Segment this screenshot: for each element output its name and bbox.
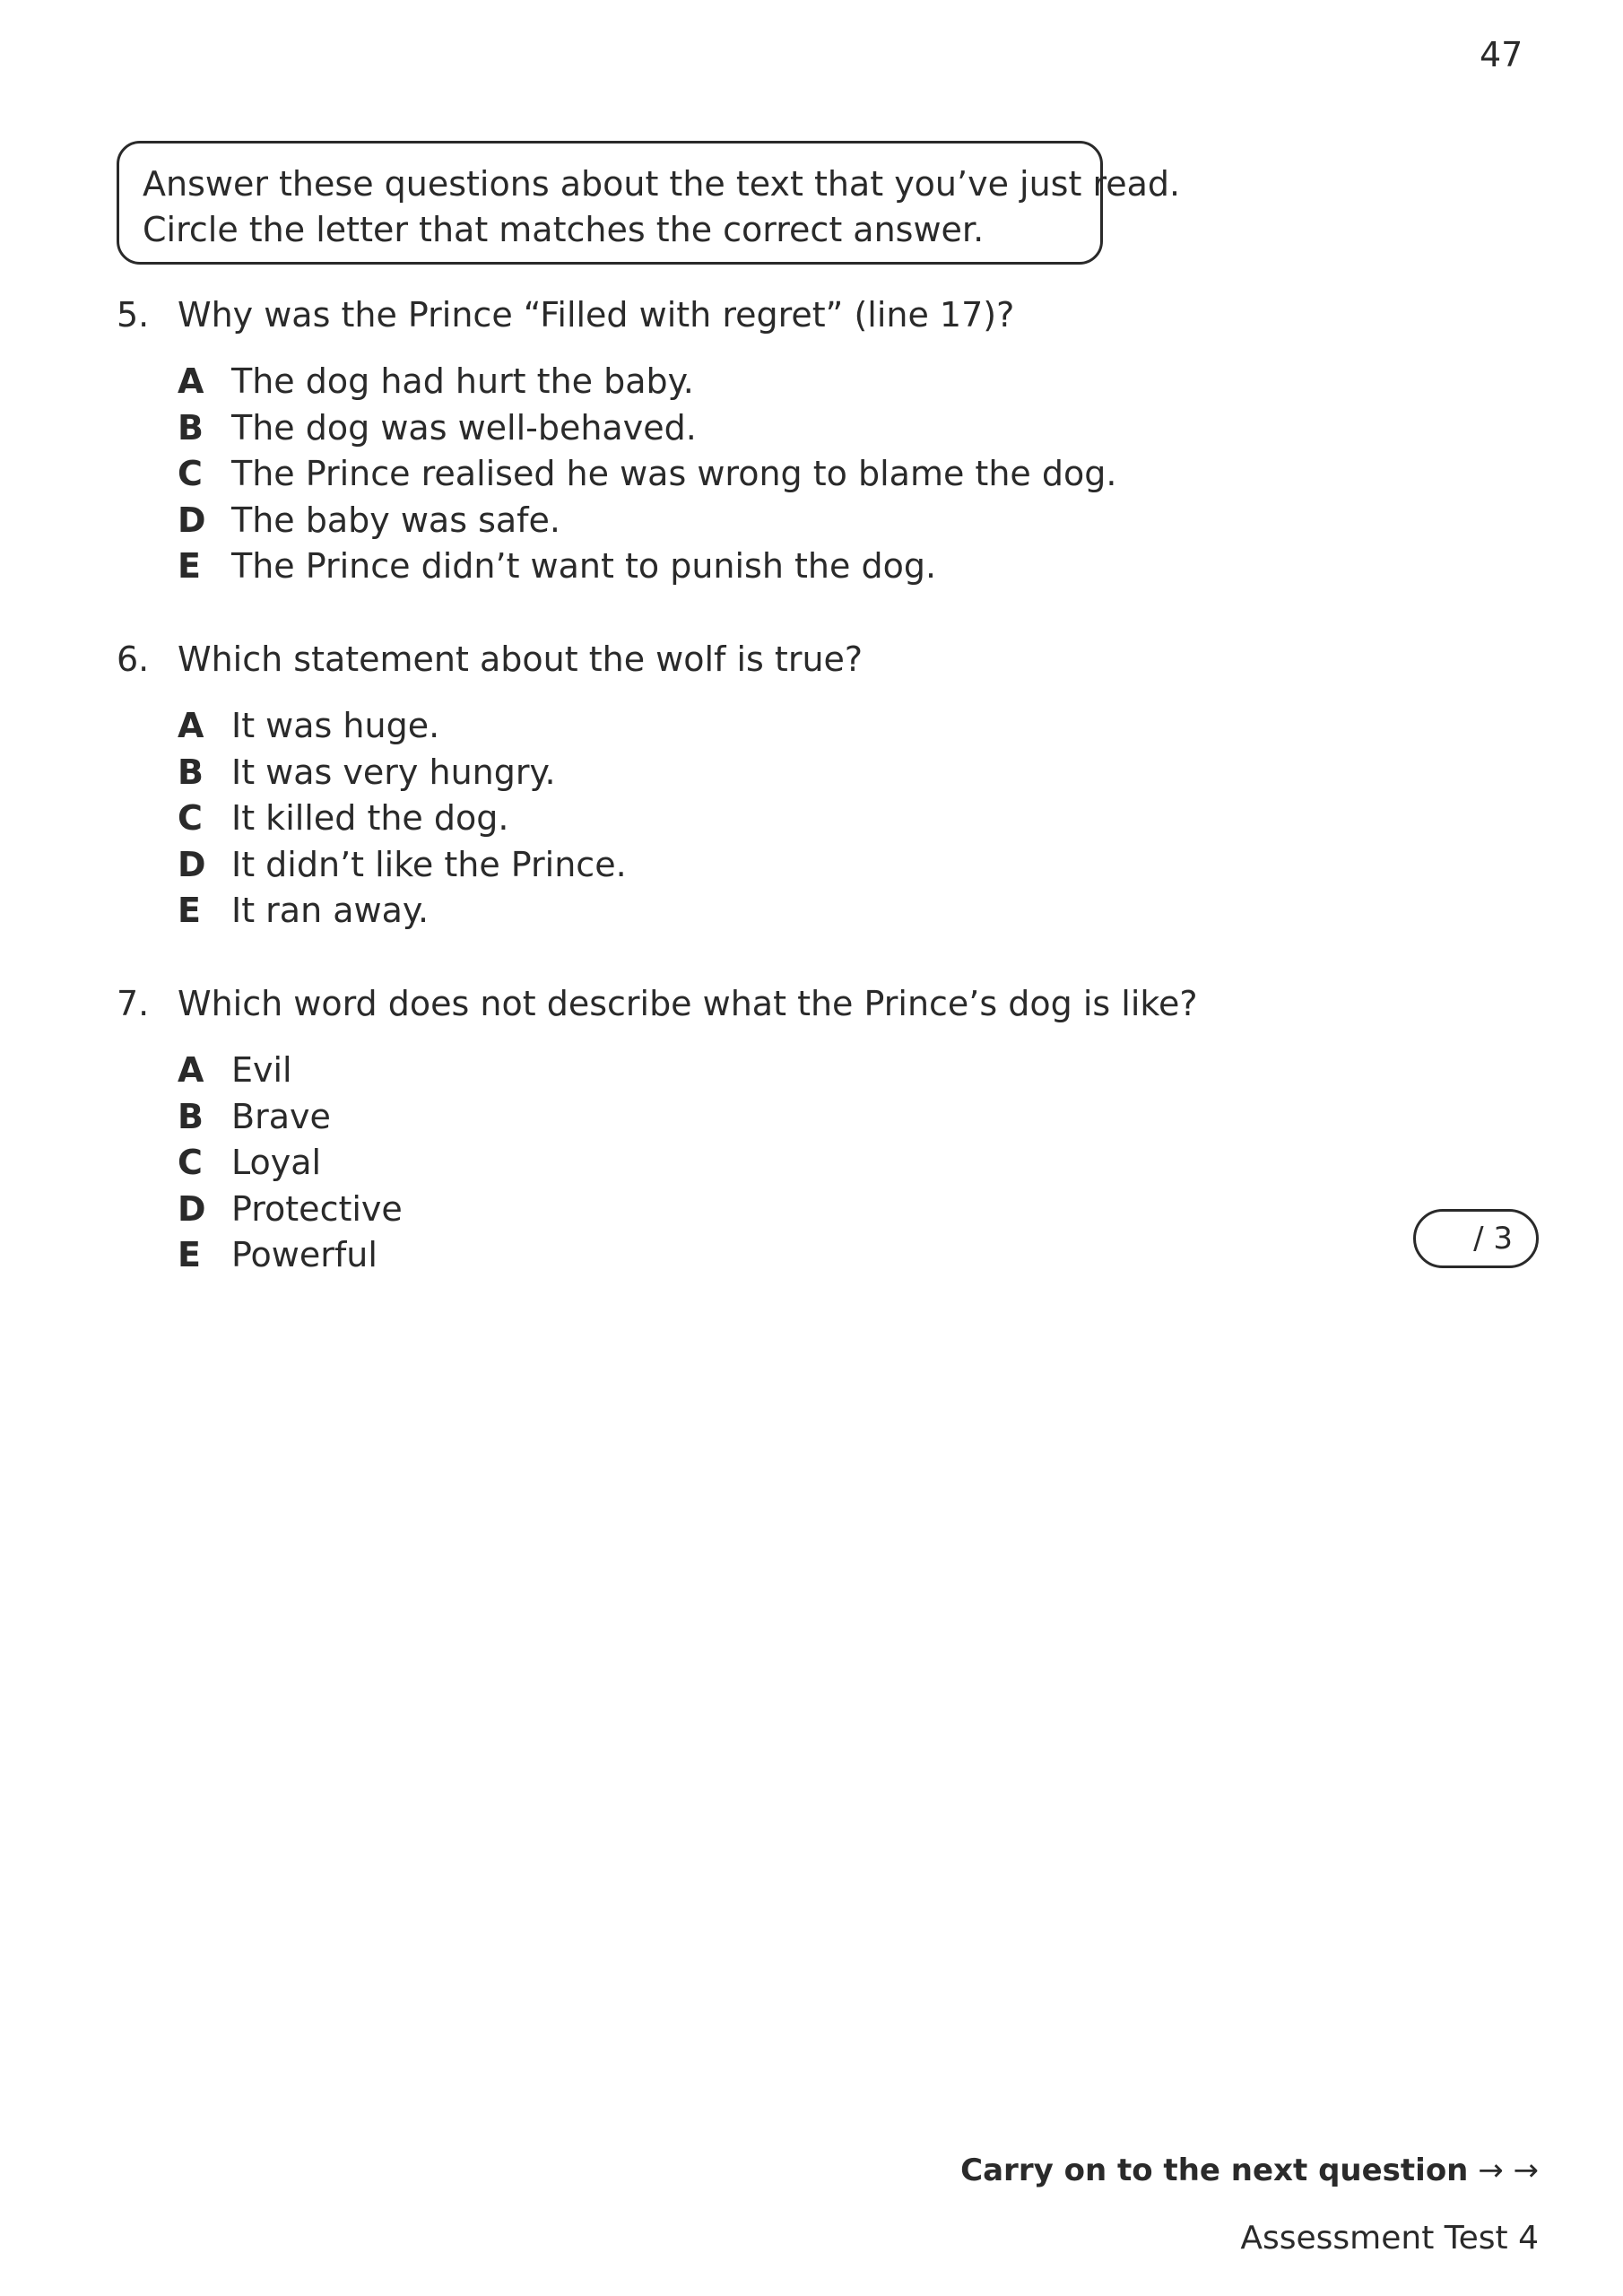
option-text: The Prince realised he was wrong to blame the dog. (231, 454, 1117, 493)
option-letter[interactable]: B (178, 752, 204, 792)
option-letter[interactable]: E (178, 1235, 201, 1274)
question-stem (117, 637, 1193, 682)
carry-on-prompt (897, 2151, 1539, 2190)
option-text: It was huge. (231, 706, 440, 745)
option-text: Protective (231, 1188, 403, 1229)
option-text: The baby was safe. (231, 500, 561, 540)
question-text: Why was the Prince “Filled with regret” (line 17)? (178, 295, 1015, 335)
page-number: 47 (1480, 35, 1523, 74)
option-e[interactable] (178, 888, 1193, 935)
option-letter[interactable]: A (178, 361, 204, 401)
question-text: Which statement about the wolf is true? (178, 639, 864, 679)
option-letter[interactable]: B (178, 407, 204, 448)
option-list (117, 1048, 1193, 1279)
question-6 (117, 637, 1193, 935)
option-letter[interactable]: D (178, 844, 206, 884)
question-number: 7. (117, 984, 150, 1023)
question-5 (117, 292, 1193, 590)
option-e[interactable] (178, 544, 1193, 590)
option-letter[interactable]: B (178, 1096, 204, 1136)
option-text: Powerful (231, 1235, 378, 1274)
carry-on-text: Carry on to the next question (960, 2152, 1469, 2188)
option-a[interactable] (178, 1048, 1193, 1094)
instruction-line: Answer these questions about the text that you’ve just read. (143, 164, 1181, 204)
option-letter[interactable]: E (178, 546, 201, 586)
option-b[interactable] (178, 750, 1193, 796)
question-number: 5. (117, 295, 150, 335)
option-b[interactable] (178, 1094, 1193, 1141)
option-letter[interactable]: C (178, 798, 203, 838)
option-text: It killed the dog. (231, 798, 509, 838)
option-text: Brave (231, 1096, 331, 1136)
option-letter[interactable]: D (178, 1188, 206, 1229)
question-stem (117, 981, 1198, 1026)
question-stem (117, 292, 1193, 337)
question-text: Which word does not describe what the Prince’s dog is like? (178, 984, 1198, 1023)
option-text: It didn’t like the Prince. (231, 844, 627, 884)
option-d[interactable] (178, 498, 1193, 544)
option-letter[interactable]: C (178, 454, 203, 493)
question-number: 6. (117, 639, 150, 679)
question-7 (117, 981, 1198, 1279)
footer-test-name: Assessment Test 4 (1240, 2220, 1539, 2257)
option-text: It was very hungry. (231, 752, 556, 792)
option-c[interactable] (178, 451, 1193, 498)
option-text: Loyal (231, 1143, 322, 1182)
option-letter[interactable]: E (178, 891, 201, 930)
option-text: The dog was well-behaved. (231, 407, 697, 448)
option-letter[interactable]: A (178, 1050, 204, 1090)
score-box[interactable]: / 3 (1413, 1209, 1539, 1268)
option-letter[interactable]: C (178, 1143, 203, 1182)
option-a[interactable] (178, 359, 1193, 405)
instruction-line: Circle the letter that matches the correct answer. (143, 210, 985, 249)
option-d[interactable] (178, 1187, 1193, 1233)
option-text: Evil (231, 1050, 292, 1090)
option-d[interactable] (178, 842, 1193, 889)
arrow-right-icon: → → (1478, 2152, 1539, 2188)
option-list (117, 359, 1193, 590)
instruction-box (117, 141, 1181, 265)
option-text: The dog had hurt the baby. (231, 361, 694, 401)
option-c[interactable] (178, 796, 1193, 842)
option-a[interactable] (178, 703, 1193, 750)
option-text: The Prince didn’t want to punish the dog. (231, 546, 937, 586)
option-list (117, 703, 1193, 935)
option-letter[interactable]: D (178, 500, 206, 540)
option-c[interactable] (178, 1140, 1193, 1187)
option-letter[interactable]: A (178, 706, 204, 745)
option-text: It ran away. (231, 891, 430, 930)
option-e[interactable] (178, 1232, 1193, 1279)
option-b[interactable] (178, 405, 1193, 452)
